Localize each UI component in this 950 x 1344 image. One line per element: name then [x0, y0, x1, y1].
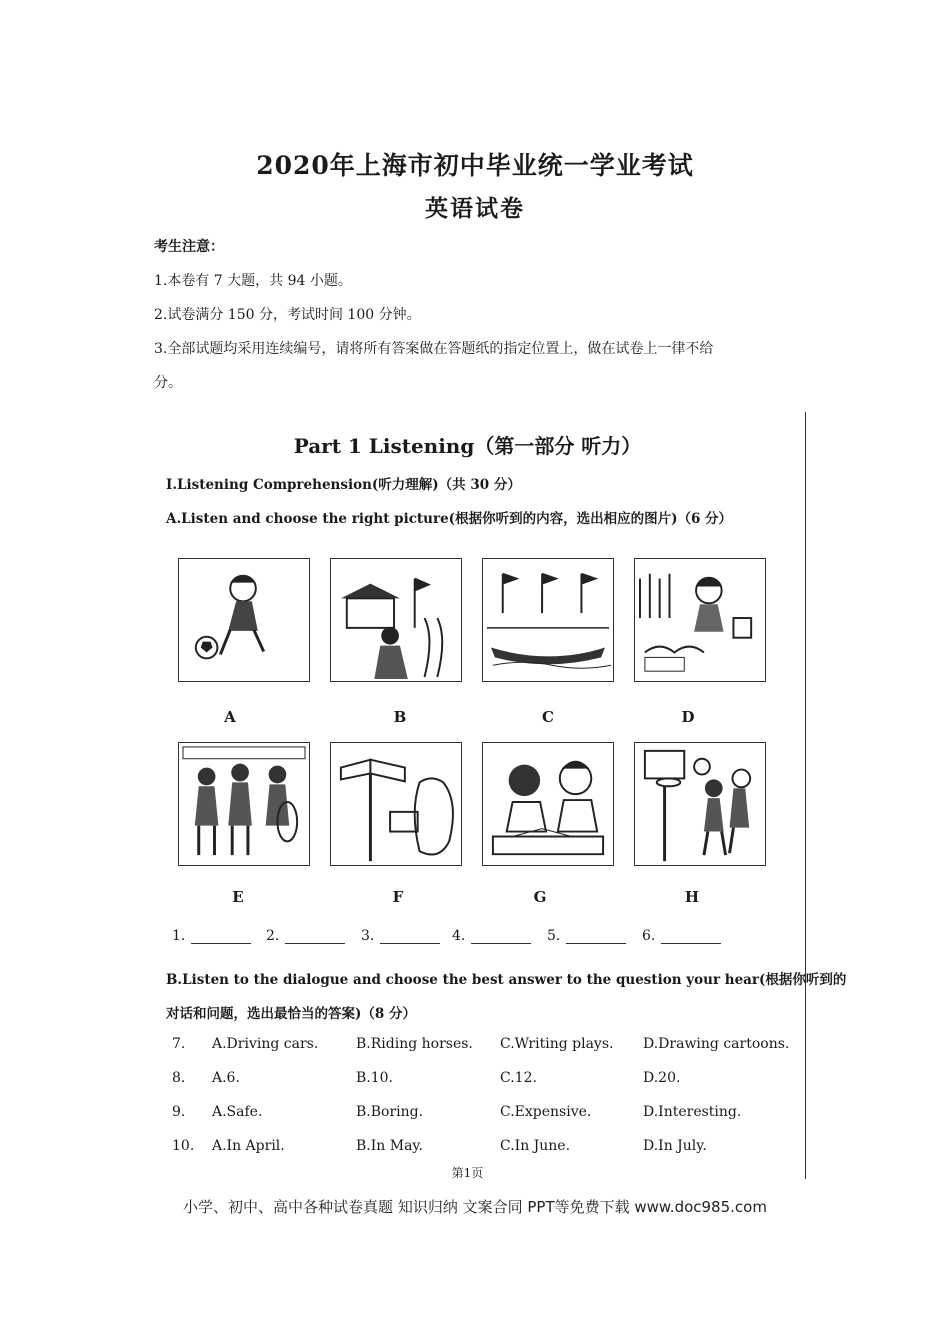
girl-signpost-icon	[330, 742, 462, 866]
students-studying-icon	[482, 742, 614, 866]
part-title: Part 1 Listening（第一部分 听力）	[293, 434, 642, 458]
picture-label-g: G	[533, 888, 547, 906]
option-a[interactable]: A.6.	[212, 1070, 240, 1086]
question-number: 10.	[172, 1138, 195, 1154]
option-c[interactable]: C.In June.	[500, 1138, 571, 1154]
section-b-heading: B.Listen to the dialogue and choose the best answer to the question your hear(根据你听到的	[166, 972, 847, 988]
answer-blank[interactable]: 6.	[642, 928, 721, 944]
notice-heading: 考生注意：	[154, 239, 224, 255]
question-row	[172, 1070, 792, 1090]
page-number: 第1页	[451, 1166, 484, 1180]
question-row	[172, 1036, 792, 1056]
notice-item: 3.全部试题均采用连续编号，请将所有答案做在答题纸的指定位置上，做在试卷上一律不给	[154, 341, 714, 357]
option-d[interactable]: D.Interesting.	[643, 1104, 742, 1120]
band-musicians-icon	[178, 742, 310, 866]
section-heading: I.Listening Comprehension(听力理解)（共 30 分）	[166, 477, 521, 493]
dragon-boat-icon	[482, 558, 614, 682]
option-c[interactable]: C.12.	[500, 1070, 537, 1086]
option-a[interactable]: A.Safe.	[212, 1104, 263, 1120]
option-a[interactable]: A.Driving cars.	[212, 1036, 319, 1052]
paper-title: 英语试卷	[425, 195, 525, 222]
question-row	[172, 1104, 792, 1124]
answer-blank[interactable]: 4.	[452, 928, 531, 944]
footer-text[interactable]: 小学、初中、高中各种试卷真题 知识归纳 文案合同 PPT等免费下载 www.doc985.com	[183, 1198, 767, 1216]
question-number: 8.	[172, 1070, 186, 1086]
answer-blank[interactable]: 1.	[172, 928, 251, 944]
option-a[interactable]: A.In April.	[212, 1138, 285, 1154]
answer-blank[interactable]: 5.	[547, 928, 626, 944]
picture-label-d: D	[681, 708, 695, 726]
option-d[interactable]: D.20.	[643, 1070, 681, 1086]
answer-blank[interactable]: 3.	[361, 928, 440, 944]
question-row	[172, 1138, 792, 1158]
girl-gardening-icon	[634, 558, 766, 682]
option-b[interactable]: B.Boring.	[356, 1104, 424, 1120]
answer-blank[interactable]: 2.	[266, 928, 345, 944]
option-d[interactable]: D.In July.	[643, 1138, 707, 1154]
section-b-heading-cont: 对话和问题，选出最恰当的答案)（8 分）	[166, 1006, 416, 1022]
notice-item: 分。	[154, 375, 182, 391]
picture-label-h: H	[684, 888, 700, 906]
question-number: 9.	[172, 1104, 186, 1120]
option-b[interactable]: B.Riding horses.	[356, 1036, 473, 1052]
notice-item: 1.本卷有 7 大题，共 94 小题。	[154, 273, 352, 289]
notice-item: 2.试卷满分 150 分，考试时间 100 分钟。	[154, 307, 421, 323]
exam-title: 2020年上海市初中毕业统一学业考试	[256, 151, 694, 180]
option-d[interactable]: D.Drawing cartoons.	[643, 1036, 790, 1052]
tour-guide-icon	[330, 558, 462, 682]
picture-label-e: E	[232, 888, 244, 906]
picture-label-c: C	[542, 708, 554, 726]
option-b[interactable]: B.10.	[356, 1070, 394, 1086]
option-c[interactable]: C.Writing plays.	[500, 1036, 614, 1052]
picture-label-a: A	[224, 708, 236, 726]
option-b[interactable]: B.In May.	[356, 1138, 423, 1154]
section-a-heading: A.Listen and choose the right picture(根据你听到的内容，选出相应的图片)（6 分）	[166, 511, 733, 527]
picture-label-f: F	[392, 888, 404, 906]
question-number: 7.	[172, 1036, 186, 1052]
page-border-line	[805, 412, 806, 1179]
picture-label-b: B	[393, 708, 407, 726]
basketball-players-icon	[634, 742, 766, 866]
option-c[interactable]: C.Expensive.	[500, 1104, 592, 1120]
boy-football-icon	[178, 558, 310, 682]
